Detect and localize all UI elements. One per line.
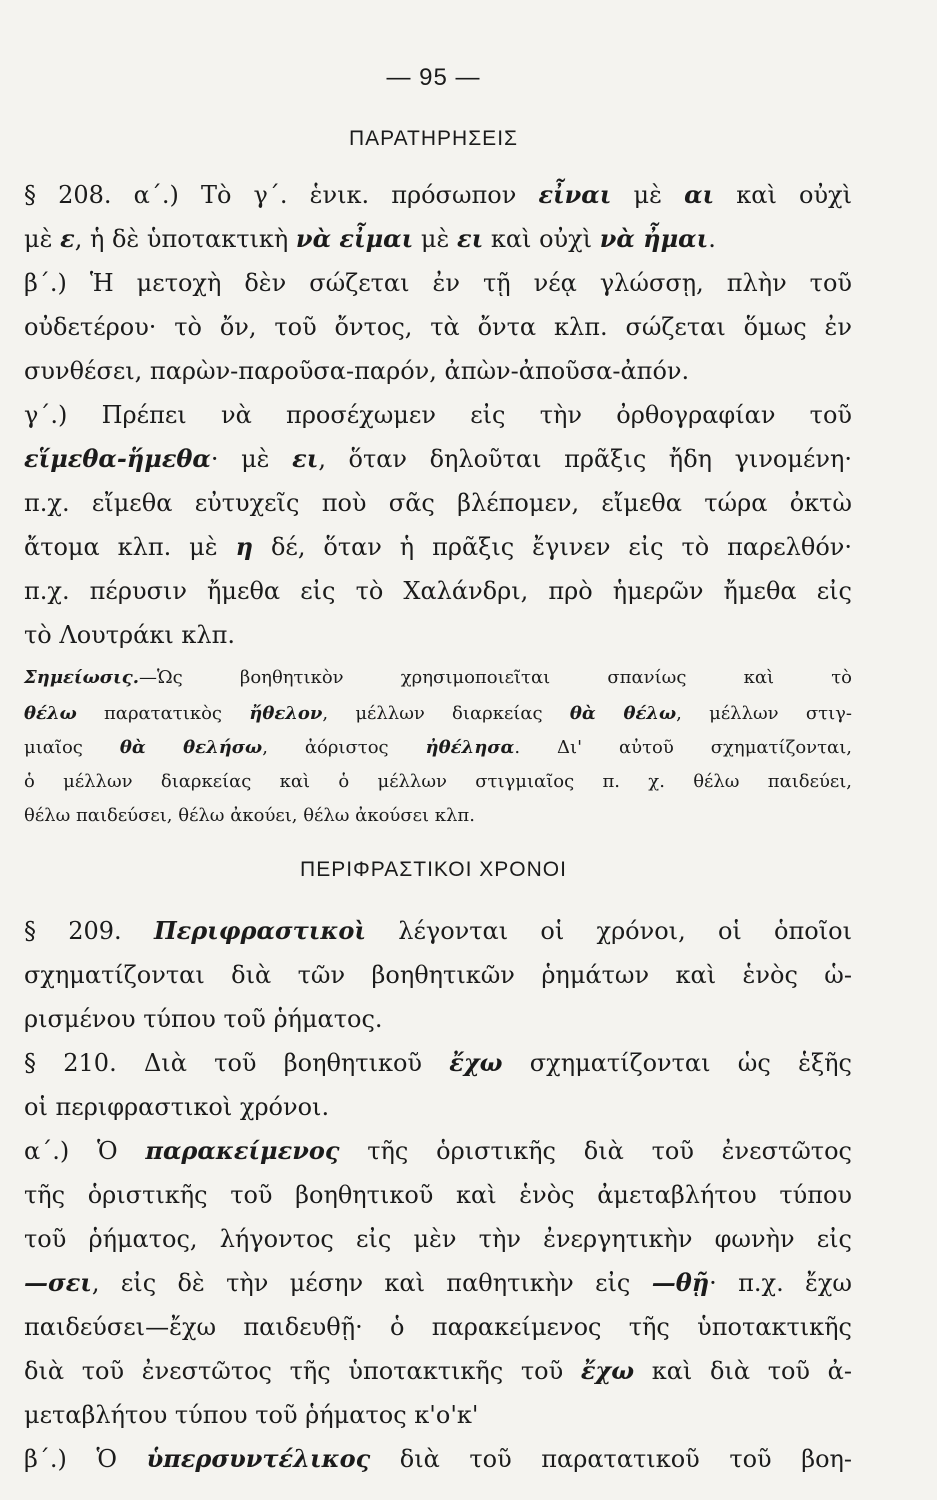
text-line: ἄτομα κλπ. μὲ η δέ, ὅταν ἡ πρᾶξις ἔγινεν εἰς τὸ παρελθόν· — [24, 532, 853, 561]
note-line: μιαῖος θὰ θελήσω, ἀόριστος ἠθέλησα. Δι' αὐτοῦ σχηματίζονται, — [24, 737, 852, 758]
text-line: α΄.) Ὁ παρακείμενος τῆς ὁριστικῆς διὰ τοῦ ἐνεστῶτος — [24, 1136, 852, 1165]
text-line: π.χ. εἴμεθα εὐτυχεῖς ποὺ σᾶς βλέπομεν, εἴμεθα τώρα ὀκτὼ — [24, 489, 852, 517]
text-line: β΄.) Ὁ ὑπερσυντέλικος διὰ τοῦ παρατατικοῦ τοῦ βοη- — [24, 1444, 853, 1473]
text-line: μεταβλήτου τύπου τοῦ ῥήματος κ'ο'κ' — [24, 1401, 479, 1429]
text-line: εἵμεθα-ἥμεθα· μὲ ει, ὅταν δηλοῦται πρᾶξις ἤδη γινομένη· — [24, 444, 852, 473]
text-line: σχηματίζονται διὰ τῶν βοηθητικῶν ῥημάτων καὶ ἑνὸς ὡ- — [24, 961, 852, 989]
text-line: συνθέσει, παρὼν-παροῦσα-παρόν, ἀπὼν-ἀποῦσα-ἀπόν. — [24, 357, 690, 385]
text-line: ρισμένου τύπου τοῦ ῥήματος. — [24, 1005, 383, 1033]
text-line: τὸ Λουτράκι κλπ. — [24, 621, 235, 649]
text-line: § 210. Διὰ τοῦ βοηθητικοῦ ἔχω σχηματίζονται ὡς ἑξῆς — [24, 1048, 852, 1077]
text-line: γ΄.) Πρέπει νὰ προσέχωμεν εἰς τὴν ὀρθογραφίαν τοῦ — [24, 401, 852, 429]
text-line: § 208. α΄.) Τὸ γ΄. ἑνικ. πρόσωπον εἶναι μὲ αι καὶ οὐχὶ — [24, 180, 852, 209]
text-line: —σει, εἰς δὲ τὴν μέσην καὶ παθητικὴν εἰς —θῇ· π.χ. ἔχω — [24, 1268, 853, 1297]
text-line: τῆς ὁριστικῆς τοῦ βοηθητικοῦ καὶ ἑνὸς ἀμεταβλήτου τύπου — [24, 1181, 852, 1209]
text-line: οἱ περιφραστικοὶ χρόνοι. — [24, 1093, 330, 1121]
text-line: διὰ τοῦ ἐνεστῶτος τῆς ὑποτακτικῆς τοῦ ἔχω καὶ διὰ τοῦ ἀ- — [24, 1356, 852, 1385]
text-line: οὐδετέρου· τὸ ὄν, τοῦ ὄντος, τὰ ὄντα κλπ. σώζεται ὅμως ἐν — [24, 313, 852, 341]
text-line: μὲ ε, ἡ δὲ ὑποτακτικὴ νὰ εἶμαι μὲ ει καὶ οὐχὶ νὰ ἦμαι. — [24, 224, 716, 253]
note-line: θέλω παιδεύσει, θέλω ἀκούει, θέλω ἀκούσει κλπ. — [24, 805, 475, 826]
heading-periphrastic-tenses: ΠΕΡΙΦΡΑΣΤΙΚΟΙ ΧΡΟΝΟΙ — [300, 858, 567, 881]
text-line: § 209. Περιφραστικοὶ λέγονται οἱ χρόνοι, οἱ ὁποῖοι — [24, 916, 852, 945]
text-line: τοῦ ῥήματος, λήγοντος εἰς μὲν τὴν ἐνεργητικὴν φωνὴν εἰς — [24, 1225, 852, 1253]
note-line: θέλω παρατατικὸς ἤθελον, μέλλων διαρκείας θὰ θέλω, μέλλων στιγ- — [24, 703, 852, 724]
text-line: β΄.) Ἡ μετοχὴ δὲν σώζεται ἐν τῇ νέᾳ γλώσσῃ, πλὴν τοῦ — [24, 269, 852, 297]
heading-observations: ΠΑΡΑΤΗΡΗΣΕΙΣ — [348, 127, 519, 150]
note-line: Σημείωσις.—Ὡς βοηθητικὸν χρησιμοποιεῖται σπανίως καὶ τὸ — [24, 667, 852, 688]
text-line: παιδεύσει—ἔχω παιδευθῇ· ὁ παρακείμενος τῆς ὑποτακτικῆς — [24, 1313, 852, 1341]
page-number: — 95 — — [386, 64, 481, 91]
text-line: π.χ. πέρυσιν ἤμεθα εἰς τὸ Χαλάνδρι, πρὸ ἡμερῶν ἤμεθα εἰς — [24, 577, 852, 605]
note-line: ὁ μέλλων διαρκείας καὶ ὁ μέλλων στιγμιαῖος π. χ. θέλω παιδεύει, — [24, 771, 852, 792]
